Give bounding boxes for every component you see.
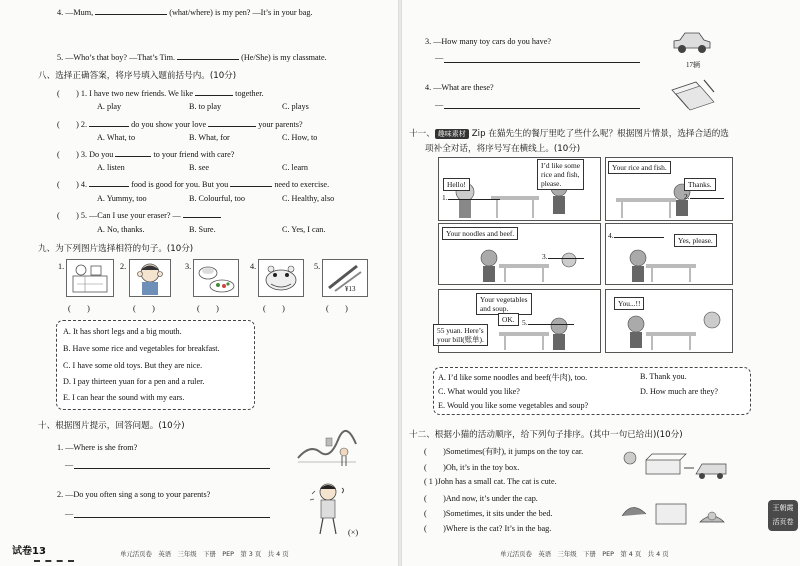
blank-3	[542, 250, 584, 261]
question-text: together.	[235, 89, 264, 98]
blank-number: 2.	[684, 192, 690, 201]
s10-question-1: 1. —Where is she from?	[57, 443, 138, 452]
q5-suffix: (He/She) is my classmate.	[241, 53, 327, 62]
option-b: B. What, for	[189, 133, 230, 142]
s12-item-2	[424, 462, 519, 473]
dialogue-option-a: A. I’d like some noodles and beef(牛肉), too.	[438, 373, 588, 382]
s12-item-4	[424, 493, 538, 504]
answer-paren-1[interactable]: ( )	[68, 304, 90, 313]
sentence-option-b: B. Have some rice and vegetables for breakfast.	[63, 344, 220, 353]
answer-line-2[interactable]	[74, 517, 270, 518]
answer-paren[interactable]: ( )	[57, 180, 79, 189]
q4-blank[interactable]	[95, 6, 167, 15]
question-text: 5. —Can I use your eraser? —	[80, 211, 181, 220]
test-number-badge: 试卷13	[12, 546, 46, 557]
option-c: C. Yes, I can.	[282, 225, 326, 234]
r-q4-answer-line[interactable]	[444, 108, 640, 109]
sentence-option-e: E. I can hear the sound with my ears.	[63, 393, 185, 402]
option-a: A. Yummy, too	[97, 194, 147, 203]
question-text: need to exercise.	[274, 180, 330, 189]
bubble-bill: 55 yuan. Here’s your bill(账单).	[433, 324, 488, 346]
blank[interactable]	[89, 118, 129, 127]
sentence-option-c: C. I have some old toys. But they are nice.	[63, 361, 203, 370]
r-q3-text: 3. —How many toy cars do you have?	[425, 37, 551, 46]
footer-dash-deco	[34, 560, 74, 562]
order-text: Where is the cat? It’s in the bag.	[445, 524, 552, 533]
pic-num-3: 3.	[185, 262, 192, 271]
order-text: And now, it’s under the cap.	[445, 494, 538, 503]
section-11-title	[409, 127, 729, 139]
order-text: Sometimes(有时), it jumps on the toy car.	[445, 447, 584, 456]
s12-item-6	[424, 523, 551, 534]
pic-num-5: 5.	[314, 262, 321, 271]
option-c: C. learn	[282, 163, 308, 172]
section-9-title: 九、为下列图片选择相符的句子。(10分)	[38, 244, 194, 254]
cat-activity-pictures	[616, 446, 744, 538]
blank-number: 3.	[542, 252, 548, 261]
boy-singing-picture	[306, 480, 350, 540]
answer-paren[interactable]: ( )	[57, 89, 79, 98]
order-paren[interactable]: ( )	[424, 494, 446, 503]
question-text: your parents?	[258, 120, 303, 129]
option-b: B. Colourful, too	[189, 194, 245, 203]
question-text: 2.	[80, 120, 88, 129]
question-text: do you show your love	[131, 120, 207, 129]
s8-q2	[57, 118, 303, 130]
q5-fill	[57, 51, 327, 62]
brand-name: 王朝霞	[772, 504, 794, 512]
blank-2	[684, 190, 724, 201]
section-11-title-cont: 项补全对话，将序号写在横线上。(10分)	[425, 144, 581, 154]
option-b: B. see	[189, 163, 210, 172]
cross-mark: (×)	[348, 528, 359, 537]
bubble-your-rice: Your rice and fish.	[608, 161, 671, 174]
order-paren[interactable]: ( )	[424, 463, 446, 472]
answer-paren[interactable]: ( )	[57, 150, 79, 159]
blank[interactable]	[690, 190, 724, 199]
section-8-title: 八、选择正确答案，将序号填入题前括号内。(10分)	[38, 71, 237, 81]
option-b: B. Sure.	[189, 225, 216, 234]
order-text: Oh, it’s in the toy box.	[445, 463, 520, 472]
s12-item-5	[424, 508, 552, 519]
question-text: to your friend with care?	[153, 150, 235, 159]
pic-num-2: 2.	[120, 262, 127, 271]
option-c: C. Healthy, also	[282, 194, 335, 203]
pic-num-1: 1.	[58, 262, 65, 271]
food-picture	[193, 259, 239, 297]
fun-material-tag: 趣味素材	[435, 129, 469, 139]
bubble-text: Hello!	[447, 180, 466, 189]
blank[interactable]	[448, 191, 500, 200]
toys-picture	[66, 259, 114, 297]
great-wall-picture	[296, 428, 358, 468]
brand-logo	[768, 500, 798, 531]
footer-left: 单元活页卷 英语 三年级 下册 PEP 第 3 页 共 4 页	[120, 550, 289, 558]
brand-subtitle: 活页卷	[772, 518, 794, 526]
order-paren[interactable]: ( )	[424, 524, 446, 533]
question-text: 1. I have two new friends. We like	[80, 89, 194, 98]
q4-prefix: 4. —Mum,	[57, 8, 94, 17]
dash: —	[65, 460, 74, 469]
sentence-option-d: D. I pay thirteen yuan for a pen and a ruler.	[63, 377, 205, 386]
option-c: C. How, to	[282, 133, 318, 142]
price-label: ¥13	[345, 285, 356, 293]
order-paren: ( 1 )	[424, 477, 438, 486]
answer-paren[interactable]: ( )	[57, 120, 79, 129]
question-text: 4.	[80, 180, 88, 189]
blank-4	[608, 229, 664, 240]
blank-number: 4.	[608, 231, 614, 240]
blank[interactable]	[208, 118, 256, 127]
option-b: B. to play	[189, 102, 222, 111]
pic-num-4: 4.	[250, 262, 257, 271]
dialogue-option-b: B. Thank you.	[640, 372, 687, 381]
blank-number: 1.	[442, 193, 448, 202]
r-q4-text: 4. —What are these?	[425, 83, 494, 92]
blank[interactable]	[183, 209, 221, 218]
bubble-hello	[443, 178, 470, 191]
bubble-ok: OK.	[498, 313, 519, 326]
dash: —	[65, 509, 74, 518]
bubble-thanks: Thanks.	[684, 178, 716, 191]
section-11-title-text: Zip 在猫先生的餐厅里吃了些什么呢？根据图片情景，选择合适的选	[471, 129, 729, 139]
sentence-options-box	[56, 320, 255, 410]
bubble-you: You...!!	[614, 297, 644, 310]
blank[interactable]	[548, 250, 584, 259]
section-12-title: 十二、根据小猫的活动顺序，给下列句子排序。(其中一句已给出)(10分)	[409, 430, 683, 440]
s12-item-1	[424, 446, 583, 457]
order-text: John has a small cat. The cat is cute.	[437, 477, 557, 486]
dash: —	[435, 100, 444, 109]
r-q3-answer-line[interactable]	[444, 62, 640, 63]
answer-line-1[interactable]	[74, 468, 270, 469]
section-11-number: 十一、	[409, 129, 435, 139]
s8-q4	[57, 178, 329, 190]
dialogue-option-c: C. What would you like?	[438, 387, 520, 396]
answer-paren-3[interactable]: ( )	[197, 304, 219, 313]
s10-question-2: 2. —Do you often sing a song to your parents?	[57, 490, 211, 499]
blank[interactable]	[230, 178, 272, 187]
books-picture	[668, 76, 718, 112]
s8-q1	[57, 87, 264, 99]
dialogue-options-box	[433, 367, 751, 415]
option-a: A. What, to	[97, 133, 136, 142]
answer-paren[interactable]: ( )	[57, 211, 79, 220]
bubble-noodles: Your noodles and beef.	[442, 227, 518, 240]
order-paren[interactable]: ( )	[424, 509, 446, 518]
right-page	[402, 0, 800, 566]
blank[interactable]	[115, 148, 151, 157]
footer-right: 单元活页卷 英语 三年级 下册 PEP 第 4 页 共 4 页	[500, 550, 669, 558]
q4-suffix: (what/where) is my pen? —It’s in your bag.	[169, 8, 313, 17]
q5-blank[interactable]	[177, 51, 239, 60]
q4-fill	[57, 6, 313, 17]
bubble-vegetables: Your vegetables and soup.	[476, 293, 532, 315]
option-a: A. No, thanks.	[97, 225, 145, 234]
sentence-option-a: A. It has short legs and a big mouth.	[63, 327, 182, 336]
toy-car-picture	[670, 28, 714, 58]
order-text: Sometimes, it sits under the bed.	[445, 509, 553, 518]
answer-paren-5[interactable]: ( )	[326, 304, 348, 313]
option-a: A. play	[97, 102, 122, 111]
bubble-yes-please: Yes, please.	[674, 234, 717, 247]
boy-ears-picture	[129, 259, 171, 297]
blank-5	[522, 316, 574, 327]
hippo-picture	[258, 259, 304, 297]
dash: —	[435, 53, 444, 62]
section-10-title: 十、根据图片提示，回答问题。(10分)	[38, 421, 185, 431]
blank[interactable]	[195, 87, 233, 96]
option-a: A. listen	[97, 163, 125, 172]
bubble-like-rice: I’d like some rice and fish, please.	[537, 159, 584, 190]
order-paren[interactable]: ( )	[424, 447, 446, 456]
question-text: 3. Do you	[80, 150, 114, 159]
blank-1	[442, 191, 500, 202]
blank-number: 5.	[522, 318, 528, 327]
question-text: food is good for you. But you	[131, 180, 229, 189]
blank[interactable]	[528, 316, 574, 325]
option-c: C. plays	[282, 102, 309, 111]
answer-paren-2[interactable]: ( )	[133, 304, 155, 313]
blank[interactable]	[614, 229, 664, 238]
blank[interactable]	[89, 178, 129, 187]
s8-q3	[57, 148, 234, 160]
pen-ruler-picture	[322, 259, 368, 297]
left-page	[0, 0, 398, 566]
answer-paren-4[interactable]: ( )	[263, 304, 285, 313]
s12-item-3	[424, 477, 557, 486]
s8-q5	[57, 209, 221, 221]
dialogue-option-e: E. Would you like some vegetables and soup?	[438, 401, 589, 410]
dialogue-option-d: D. How much are they?	[640, 387, 718, 396]
q5-prefix: 5. —Who’s that boy? —That’s Tim.	[57, 53, 176, 62]
car-count-label: 17辆	[686, 61, 700, 69]
